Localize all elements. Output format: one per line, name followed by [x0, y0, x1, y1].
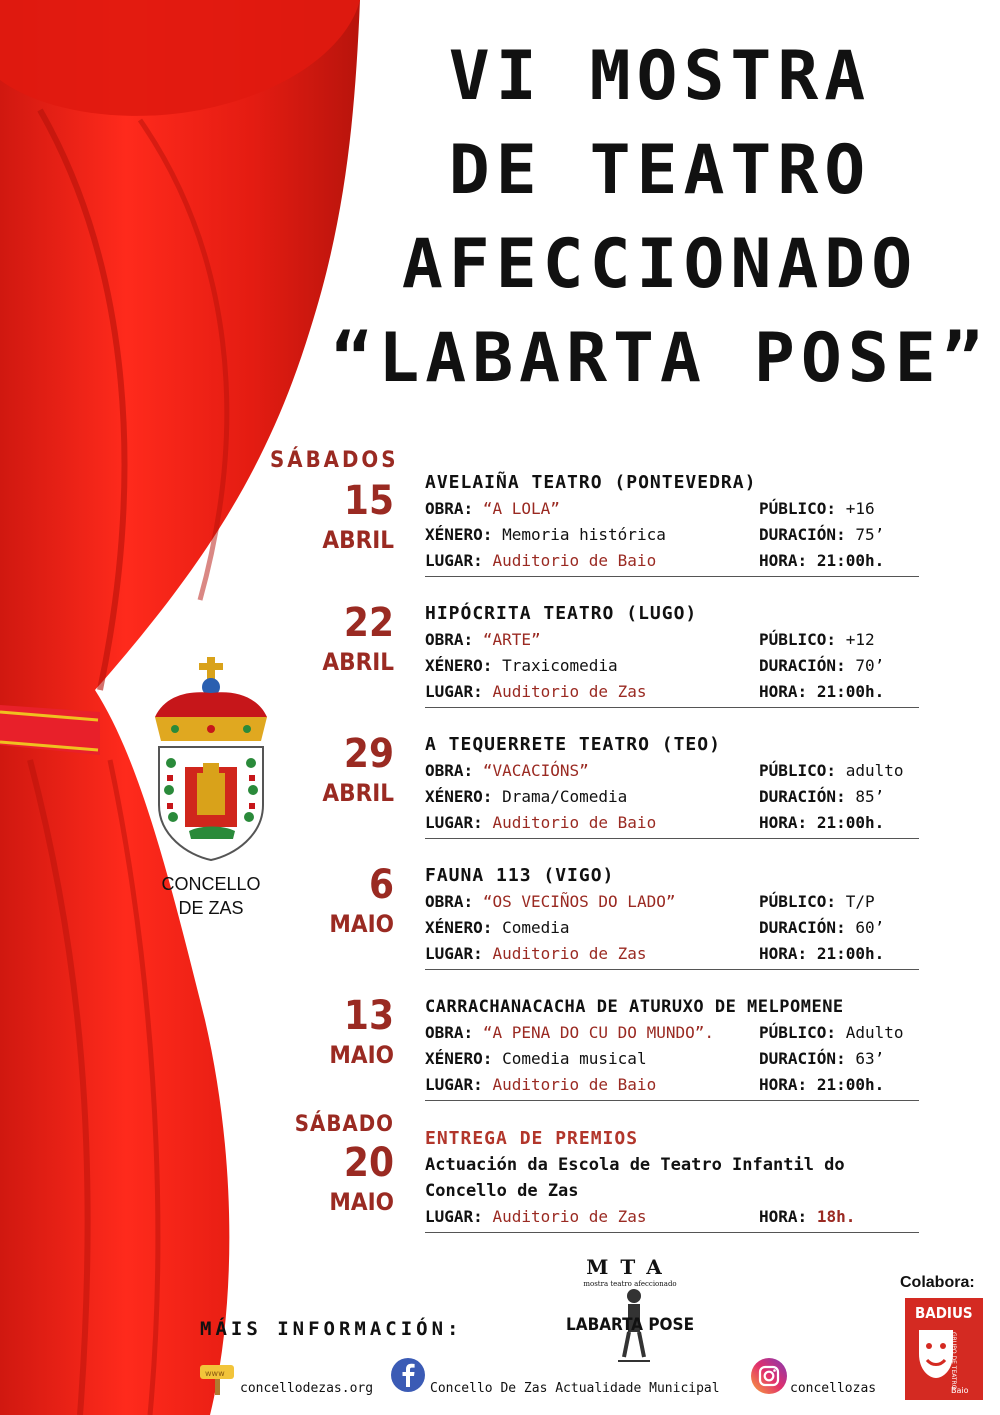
play-title: “ARTE” — [482, 630, 541, 649]
time: 21:00h. — [816, 944, 885, 963]
audience: +12 — [845, 630, 875, 649]
duration: 60’ — [855, 918, 885, 937]
badius-name: BADIUS — [915, 1304, 973, 1322]
municipality-name: CONCELLO DE ZAS — [161, 874, 261, 918]
venue: Auditorio de Zas — [492, 944, 647, 963]
event-date — [270, 1112, 394, 1217]
play-title: “A PENA DO CU DO MUNDO”. — [482, 1023, 714, 1042]
duration: 63’ — [855, 1049, 885, 1068]
day-number: 22 — [343, 600, 394, 646]
facebook-icon — [390, 1357, 426, 1393]
sponsor-label: Colabora: — [900, 1274, 975, 1291]
day-number: 13 — [343, 993, 394, 1039]
genre: Traxicomedia — [502, 656, 618, 675]
title-line-3: AFECCIONADO — [401, 225, 919, 304]
company-name: AVELAIÑA TEATRO (PONTEVEDRA) — [425, 472, 757, 493]
facebook-link[interactable]: Concello De Zas Actualidade Municipal — [430, 1381, 720, 1396]
month: MAIO — [329, 1188, 394, 1216]
month: ABRIL — [322, 648, 394, 676]
month: MAIO — [329, 1041, 394, 1069]
more-info-heading: MÁIS INFORMACIÓN: — [200, 1318, 463, 1340]
audience: adulto — [845, 761, 904, 780]
title-line-2: DE TEATRO — [448, 131, 872, 210]
event-date — [270, 863, 394, 939]
divider — [425, 838, 919, 839]
venue: Auditorio de Baio — [492, 813, 657, 832]
audience: T/P — [845, 892, 875, 911]
awards-heading: ENTREGA DE PREMIOS — [425, 1128, 639, 1149]
coat-of-arms-icon — [145, 655, 277, 865]
time: 21:00h. — [816, 1075, 885, 1094]
event-entry: A TEQUERRETE TEATRO (TEO) OBRA: “VACACIÓNS” PÚBLICO: adulto XÉNERO: Drama/Comedia DURACIÓN: 85’ LUGAR: Auditorio de Baio HORA: 21:00h. — [425, 732, 919, 839]
badius-foot: Baio — [951, 1386, 969, 1395]
event-date — [270, 732, 394, 808]
duration: 75’ — [855, 525, 885, 544]
play-title: “OS VECIÑOS DO LADO” — [482, 892, 676, 911]
title-line-4: “LABARTA POSE” — [331, 319, 989, 398]
svg-text:www: www — [205, 1369, 225, 1378]
duration: 70’ — [855, 656, 885, 675]
web-link[interactable]: concellodezas.org — [240, 1381, 374, 1396]
time: 21:00h. — [816, 551, 885, 570]
month: MAIO — [329, 910, 394, 938]
signpost-icon — [198, 1357, 238, 1397]
company-name: A TEQUERRETE TEATRO (TEO) — [425, 734, 721, 755]
event-entry: AVELAIÑA TEATRO (PONTEVEDRA) OBRA: “A LOLA” PÚBLICO: +16 XÉNERO: Memoria histórica DURACIÓN: 75’ LUGAR: Auditorio de Baio HORA: 21:00h. — [425, 470, 919, 577]
event-entry: FAUNA 113 (VIGO) OBRA: “OS VECIÑOS DO LADO” PÚBLICO: T/P XÉNERO: Comedia DURACIÓN: 60’ LUGAR: Auditorio de Zas HORA: 21:00h. — [425, 863, 919, 970]
awards-entry: ENTREGA DE PREMIOS Actuación da Escola de Teatro Infantil do Concello de Zas LUGAR: Auditorio de Zas HORA: 18h. — [425, 1126, 919, 1233]
day-label: SÁBADOS — [270, 448, 399, 473]
title-line-1: VI MOSTRA — [448, 37, 872, 116]
divider — [425, 576, 919, 577]
event-entry: CARRACHANACACHA DE ATURUXO DE MELPOMENE OBRA: “A PENA DO CU DO MUNDO”. PÚBLICO: Adulto XÉNERO: Comedia musical DURACIÓN: 63’ LUGAR: Auditorio de Baio HORA: 21:00h. — [425, 994, 919, 1101]
day-label: SÁBADO — [294, 1112, 394, 1137]
play-title: “VACACIÓNS” — [482, 761, 589, 780]
time: 21:00h. — [816, 813, 885, 832]
company-name: CARRACHANACACHA DE ATURUXO DE MELPOMENE — [425, 997, 844, 1017]
event-date — [270, 601, 394, 677]
poster-title — [320, 30, 1000, 406]
divider — [425, 1100, 919, 1101]
audience: Adulto — [845, 1023, 904, 1042]
divider — [425, 969, 919, 970]
day-number: 15 — [343, 478, 394, 524]
duration: 85’ — [855, 787, 885, 806]
venue: Auditorio de Baio — [492, 551, 657, 570]
company-name: FAUNA 113 (VIGO) — [425, 865, 615, 886]
badius-side: GRUPO DE TEATRO — [950, 1332, 957, 1390]
month: ABRIL — [322, 779, 394, 807]
mta-logo — [560, 1255, 700, 1365]
mta-name: LABARTA POSE — [565, 1315, 695, 1335]
genre: Comedia musical — [502, 1049, 647, 1068]
genre: Drama/Comedia — [502, 787, 628, 806]
instagram-icon — [750, 1357, 788, 1395]
instagram-link[interactable]: concellozas — [790, 1381, 877, 1396]
genre: Memoria histórica — [502, 525, 666, 544]
event-date — [270, 448, 399, 555]
genre: Comedia — [502, 918, 570, 937]
awards-description: Actuación da Escola de Teatro Infantil do Concello de Zas — [425, 1155, 845, 1201]
mta-subtitle: mostra teatro afeccionado — [583, 1280, 677, 1288]
venue: Auditorio de Zas — [492, 1207, 647, 1226]
venue: Auditorio de Zas — [492, 682, 647, 701]
divider — [425, 1232, 919, 1233]
venue: Auditorio de Baio — [492, 1075, 657, 1094]
company-name: HIPÓCRITA TEATRO (LUGO) — [425, 603, 698, 624]
play-title: “A LOLA” — [482, 499, 560, 518]
mta-letters: MTA — [586, 1255, 674, 1279]
time: 18h. — [816, 1207, 856, 1226]
divider — [425, 707, 919, 708]
month: ABRIL — [322, 526, 394, 554]
day-number: 6 — [368, 862, 394, 908]
time: 21:00h. — [816, 682, 885, 701]
event-date — [270, 994, 394, 1070]
audience: +16 — [845, 499, 875, 518]
day-number: 29 — [343, 731, 394, 777]
day-number: 20 — [343, 1140, 394, 1186]
badius-logo — [905, 1298, 983, 1400]
event-entry: HIPÓCRITA TEATRO (LUGO) OBRA: “ARTE” PÚBLICO: +12 XÉNERO: Traxicomedia DURACIÓN: 70’ LUGAR: Auditorio de Zas HORA: 21:00h. — [425, 601, 919, 708]
